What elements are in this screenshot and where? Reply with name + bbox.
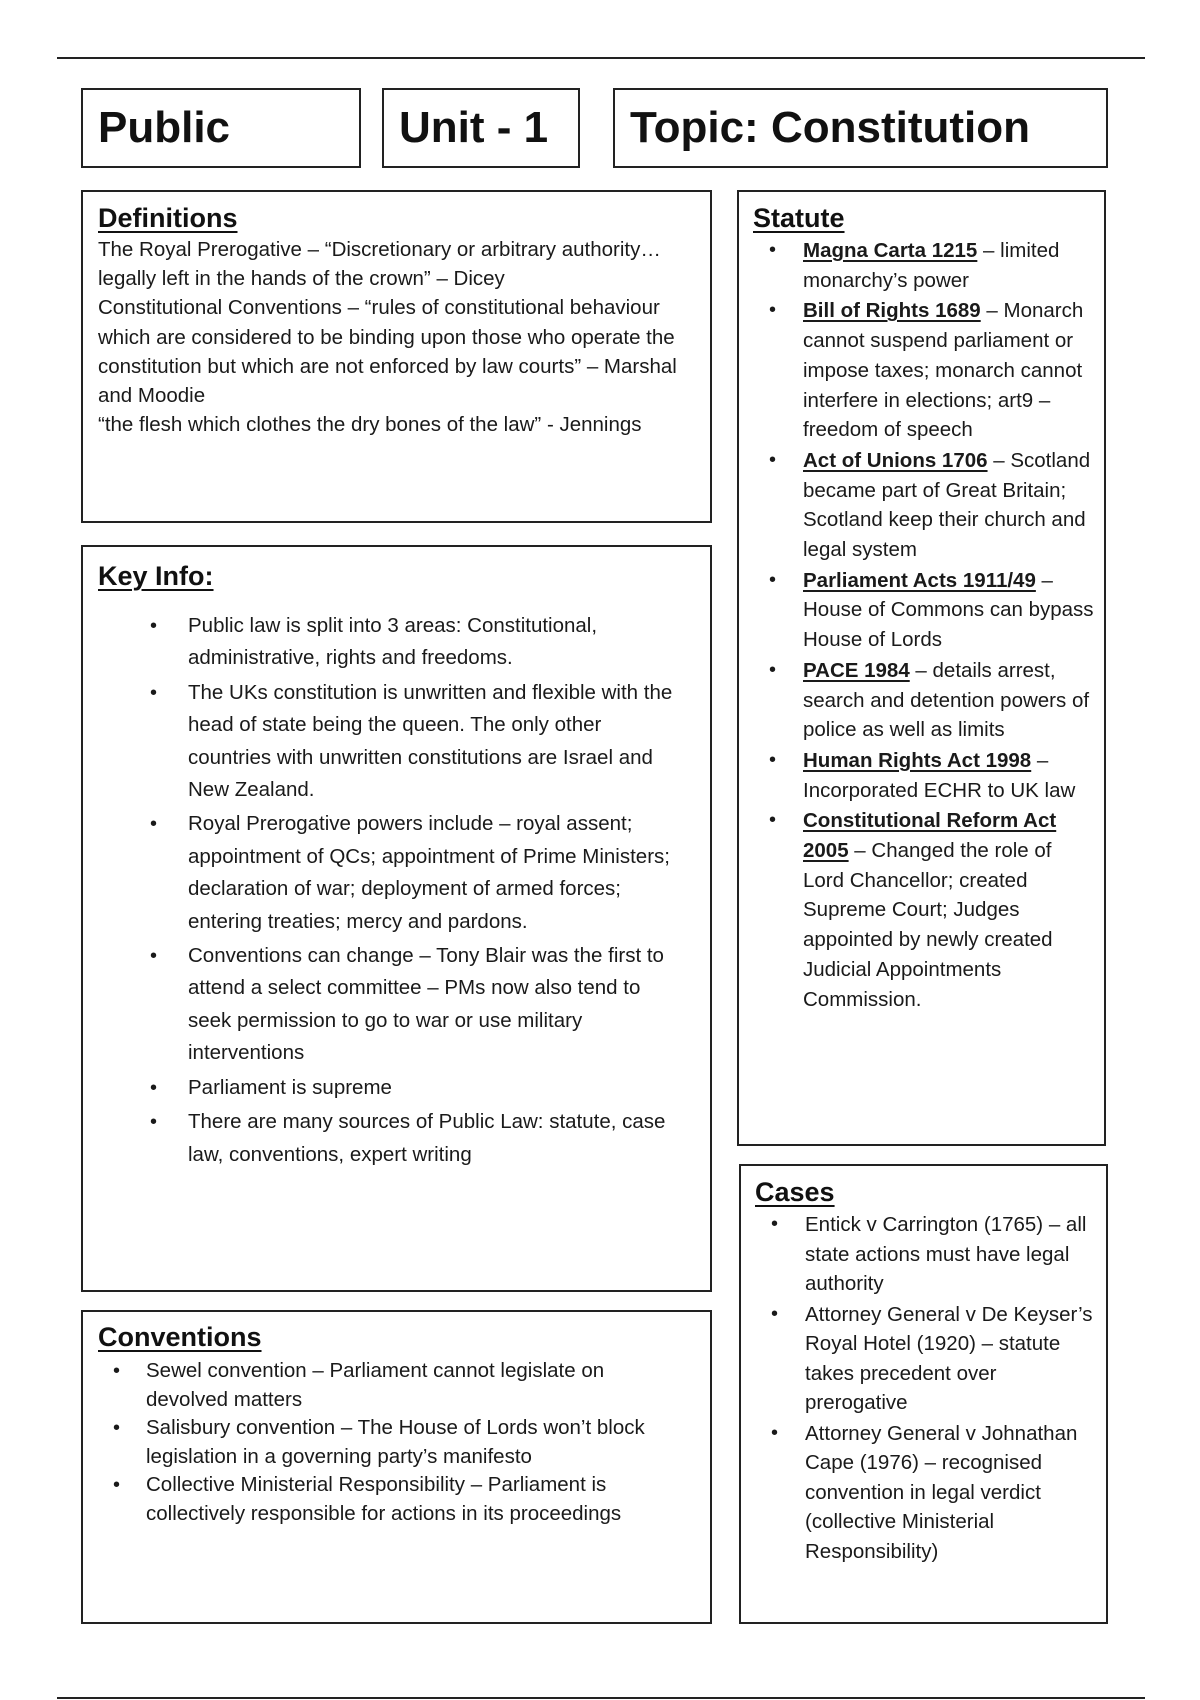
subject-box [81,88,361,168]
list-item: • Attorney General v De Keyser’s Royal Hotel (1920) – statute takes precedent over prerogative [755,1300,1096,1418]
list-item [753,746,1094,805]
list-item: • There are many sources of Public Law: statute, case law, conventions, expert writing [98,1106,688,1171]
unit-box [382,88,580,168]
topic-title: Topic: Constitution [630,103,1030,152]
list-item [753,806,1094,1014]
list-item: • Parliament is supreme [98,1072,688,1104]
cases-list [755,1210,1096,1566]
statute-description: – Monarch cannot suspend parliament or impose taxes; monarch cannot interfere in elections; art9 – freedom of speech [803,299,1084,442]
statute-description: – House of Commons can bypass House of Lords [803,568,1094,652]
conventions-heading: Conventions [98,1322,262,1352]
list-item: • Salisbury convention – The House of Lords won’t block legislation in a governing party’s manifesto [98,1414,678,1471]
definition-royal-prerogative: The Royal Prerogative – “Discretionary or arbitrary authority… legally left in the hands of the crown” – Dicey [98,238,661,291]
subject-title: Public [98,103,231,152]
definition-constitutional-conventions: Constitutional Conventions – “rules of constitutional behaviour which are considered to be binding upon those who operate the constitution but which are not enforced by law courts” – Marshal and Moodie [98,296,677,408]
list-item [753,656,1094,745]
list-item [753,296,1094,445]
list-item: • Entick v Carrington (1765) – all state actions must have legal authority [755,1210,1096,1299]
definition-jennings-quote: “the flesh which clothes the dry bones of the law” - Jennings [98,413,642,437]
cases-heading: Cases [755,1177,835,1207]
statute-description: – Changed the role of Lord Chancellor; created Supreme Court; Judges appointed by newly created Judicial Appointments Commission. [803,839,1053,1011]
list-item: • The UKs constitution is unwritten and flexible with the head of state being the queen. The only other countries with unwritten constitutions are Israel and New Zealand. [98,677,688,807]
statute-description: – Scotland became part of Great Britain; Scotland keep their church and legal system [803,448,1091,562]
topic-box [613,88,1108,168]
statute-name: Act of Unions 1706 [803,448,988,472]
statute-name: Constitutional Reform Act 2005 [803,809,1057,863]
key-info-section [81,545,712,1292]
key-info-heading: Key Info: [98,561,214,591]
list-item [753,566,1094,655]
statute-section [737,190,1106,1146]
list-item: • Royal Prerogative powers include – royal assent; appointment of QCs; appointment of Prime Ministers; declaration of war; deployment of armed forces; entering treaties; mercy and pardons. [98,808,688,938]
statute-name: Parliament Acts 1911/49 [803,568,1036,592]
statute-name: PACE 1984 [803,658,910,682]
top-rule [57,57,1145,59]
cases-section [739,1164,1108,1624]
key-info-list [98,610,698,1171]
statute-list [753,236,1094,1014]
list-item: • Attorney General v Johnathan Cape (1976) – recognised convention in legal verdict (collective Ministerial Responsibility) [755,1419,1096,1567]
statute-description: – limited monarchy’s power [803,239,1060,292]
statute-heading: Statute [753,203,845,233]
list-item: • Conventions can change – Tony Blair was the first to attend a select committee – PMs now also tend to seek permission to go to war or use military interventions [98,940,688,1070]
statute-description: – details arrest, search and detention powers of police as well as limits [803,658,1090,742]
definitions-heading: Definitions [98,203,238,233]
list-item: • Collective Ministerial Responsibility – Parliament is collectively responsible for actions in its proceedings [98,1471,678,1528]
statute-name: Bill of Rights 1689 [803,299,981,323]
statute-name: Magna Carta 1215 [803,239,978,262]
list-item: • Public law is split into 3 areas: Constitutional, administrative, rights and freedoms. [98,610,688,675]
conventions-list [98,1357,698,1528]
list-item [753,236,1094,295]
statute-description: – Incorporated ECHR to UK law [803,748,1076,802]
unit-title: Unit - 1 [399,103,549,152]
bottom-rule [57,1697,1145,1699]
list-item [753,446,1094,565]
statute-name: Human Rights Act 1998 [803,748,1032,772]
list-item: • Sewel convention – Parliament cannot legislate on devolved matters [98,1357,678,1414]
definitions-section [81,190,712,523]
definitions-body [98,235,698,439]
conventions-section [81,1310,712,1624]
